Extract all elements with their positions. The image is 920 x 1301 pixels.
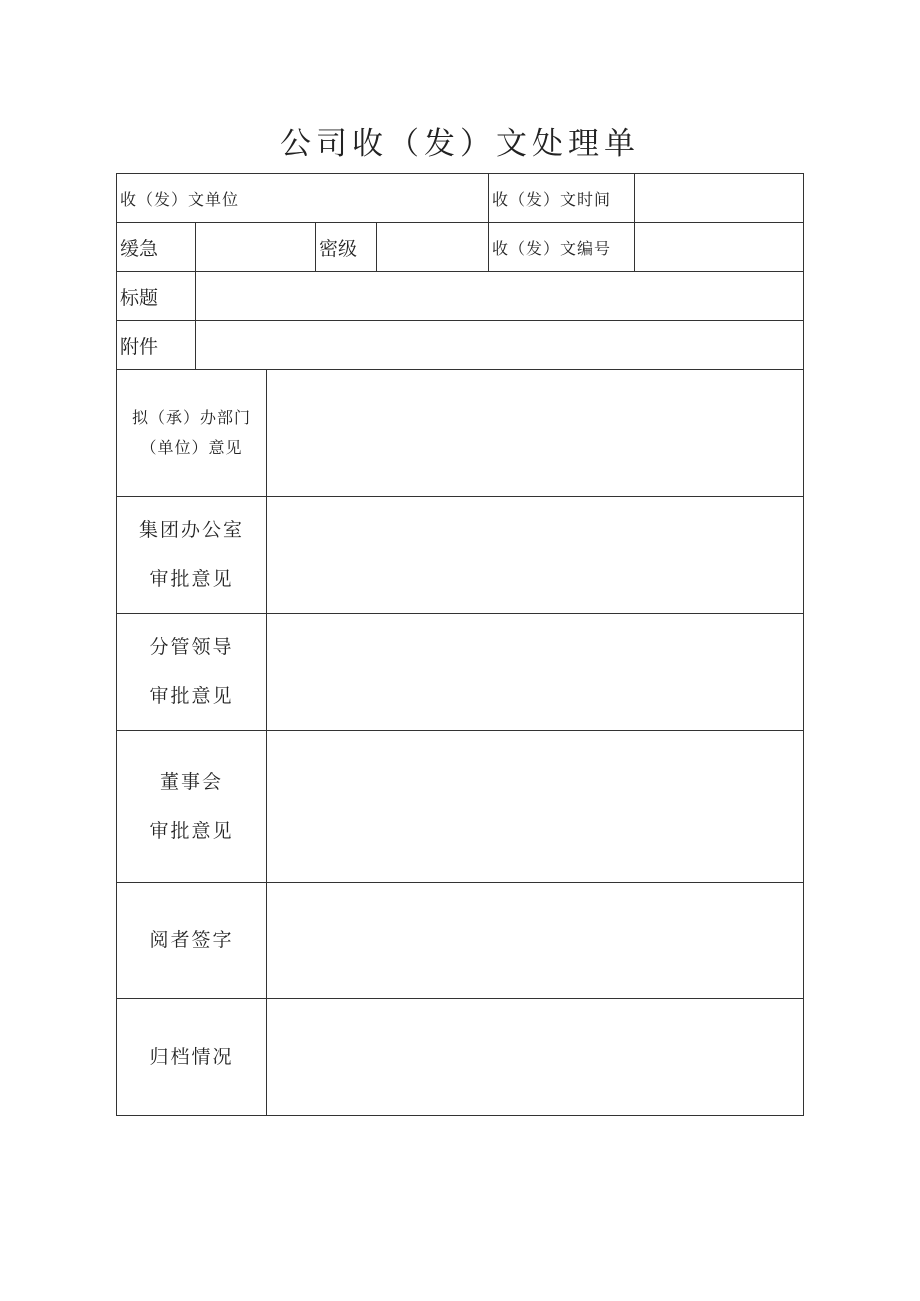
urgency-field[interactable] — [196, 223, 316, 272]
board-approval-line1: 董事会 — [159, 770, 223, 793]
dept-opinion-field[interactable] — [267, 370, 803, 497]
reader-signature-label — [117, 883, 267, 999]
number-label: 收（发）文编号 — [489, 223, 635, 272]
archive-status-text: 归档情况 — [149, 1045, 234, 1068]
leader-approval-line1: 分管领导 — [149, 636, 234, 658]
unit-label: 收（发）文单位 — [117, 174, 489, 223]
secret-label: 密级 — [316, 223, 377, 272]
secret-field[interactable] — [377, 223, 489, 272]
leader-approval-field[interactable] — [267, 614, 803, 731]
archive-status-field[interactable] — [267, 999, 803, 1115]
dept-opinion-line2: （单位）意见 — [140, 438, 243, 457]
dept-opinion-line1: 拟（承）办部门 — [131, 408, 251, 427]
office-approval-line1: 集团办公室 — [138, 519, 244, 541]
archive-status-label — [117, 999, 267, 1115]
board-approval-label — [117, 731, 267, 883]
board-approval-line2: 审批意见 — [149, 819, 234, 842]
number-field[interactable] — [635, 223, 803, 272]
reader-signature-field[interactable] — [267, 883, 803, 999]
office-approval-field[interactable] — [267, 497, 803, 614]
subject-field[interactable] — [196, 272, 803, 321]
office-approval-line2: 审批意见 — [149, 568, 234, 590]
attachment-field[interactable] — [196, 321, 803, 370]
time-label: 收（发）文时间 — [489, 174, 635, 223]
document-processing-form — [116, 173, 804, 1116]
reader-signature-text: 阅者签字 — [149, 929, 234, 951]
leader-approval-line2: 审批意见 — [149, 685, 234, 707]
form-title: 公司收（发）文处理单 — [280, 126, 640, 162]
time-field[interactable] — [635, 174, 803, 223]
subject-label: 标题 — [117, 272, 196, 321]
office-approval-label — [117, 497, 267, 614]
urgency-label: 缓急 — [117, 223, 196, 272]
dept-opinion-label — [117, 370, 267, 497]
attachment-label: 附件 — [117, 321, 196, 370]
leader-approval-label — [117, 614, 267, 731]
board-approval-field[interactable] — [267, 731, 803, 883]
